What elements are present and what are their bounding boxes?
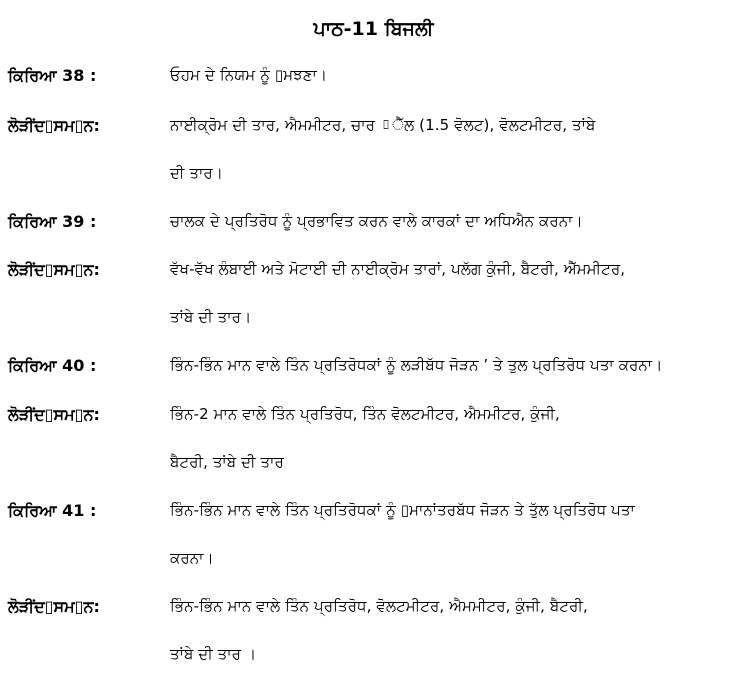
activity-description: ਓਹਮ ਦੇ ਨਿਯਮ ਨੂੰ ▯ਮਝਣਾ। bbox=[170, 66, 328, 84]
activity-label: ਕਿਰਿਆ 38 : bbox=[8, 66, 97, 85]
materials-38-row bbox=[8, 116, 743, 150]
materials-label: ਲੋੜੀਂਦ▯ਸਮ▯ਨ: bbox=[8, 405, 100, 424]
activity-40-row bbox=[8, 356, 743, 390]
materials-39-row bbox=[8, 260, 743, 294]
materials-40-row bbox=[8, 405, 743, 439]
page-title: ਪਾਠ-11 ਬਿਜਲੀ bbox=[313, 18, 434, 40]
materials-label: ਲੋੜੀਂਦ▯ਸਮ▯ਨ: bbox=[8, 260, 100, 279]
activity-description: ਭਿੰਨ-ਭਿੰਨ ਮਾਨ ਵਾਲੇ ਤਿੰਨ ਪ੍ਰਤਿਰੋਧਕਾਂ ਨੂੰ ▯ਮਾਨਾਂਤਰਬੱਧ ਜੋੜਨ ਤੇ ਤੁੱਲ ਪ੍ਰਤਿਰੋਧ ਪਤਾ bbox=[170, 501, 635, 519]
materials-description-continued: ਤਾਂਬੇ ਦੀ ਤਾਰ। bbox=[170, 308, 252, 326]
materials-39-row-continued bbox=[8, 308, 743, 342]
activity-39-row bbox=[8, 212, 743, 246]
materials-38-row-continued bbox=[8, 164, 743, 198]
activity-41-row bbox=[8, 501, 743, 535]
activity-description: ਭਿੰਨ-ਭਿੰਨ ਮਾਨ ਵਾਲੇ ਤਿੰਨ ਪ੍ਰਤਿਰੋਧਕਾਂ ਨੂੰ ਲੜੀਬੱਧ ਜੋੜਨ ’ ਤੇ ਤੁਲ ਪ੍ਰਤਿਰੋਧ ਪਤਾ ਕਰਨਾ। bbox=[170, 356, 663, 374]
materials-label: ਲੋੜੀਂਦ▯ਸਮ▯ਨ: bbox=[8, 116, 100, 135]
materials-41-row-continued bbox=[8, 645, 743, 679]
materials-description-continued: ਬੈਟਰੀ, ਤਾਂਬੇ ਦੀ ਤਾਰ bbox=[170, 453, 284, 471]
materials-label: ਲੋੜੀਂਦ▯ਸਮ▯ਨ: bbox=[8, 597, 100, 616]
activity-label: ਕਿਰਿਆ 39 : bbox=[8, 212, 97, 231]
activity-label: ਕਿਰਿਆ 41 : bbox=[8, 501, 97, 520]
activity-label: ਕਿਰਿਆ 40 : bbox=[8, 356, 97, 375]
activity-description-continued: ਕਰਨਾ। bbox=[170, 549, 214, 567]
materials-41-row bbox=[8, 597, 743, 631]
materials-40-row-continued bbox=[8, 453, 743, 487]
materials-description: ਨਾਈਕ੍ਰੋਮ ਦੀ ਤਾਰ, ਐਮਮੀਟਰ, ਚਾਰ ▯ੈੱਲ (1.5 ਵੋਲਟ), ਵੋਲਟਮੀਟਰ, ਤਾਂਬੇ bbox=[170, 116, 596, 134]
materials-description-continued: ਦੀ ਤਾਰ। bbox=[170, 164, 224, 182]
activity-description: ਚਾਲਕ ਦੇ ਪ੍ਰਤਿਰੋਧ ਨੂੰ ਪ੍ਰਭਾਵਿਤ ਕਰਨ ਵਾਲੇ ਕਾਰਕਾਂ ਦਾ ਅਧਿਐਨ ਕਰਨਾ। bbox=[170, 212, 583, 230]
activity-41-row-continued bbox=[8, 549, 743, 583]
materials-description: ਵੱਖ-ਵੱਖ ਲੰਬਾਈ ਅਤੇ ਮੋਟਾਈ ਦੀ ਨਾਈਕ੍ਰੋਮ ਤਾਰਾਂ, ਪਲੱਗ ਕੁੰਜੀ, ਬੈਟਰੀ, ਐੱਮਮੀਟਰ, bbox=[170, 260, 626, 278]
activity-38-row bbox=[8, 66, 743, 100]
materials-description: ਭਿੰਨ-ਭਿੰਨ ਮਾਨ ਵਾਲੇ ਤਿੰਨ ਪ੍ਰਤਿਰੋਧ, ਵੋਲਟਮੀਟਰ, ਐਮਮੀਟਰ, ਕੁੰਜੀ, ਬੈਟਰੀ, bbox=[170, 597, 588, 615]
materials-description-continued: ਤਾਂਬੇ ਦੀ ਤਾਰ । bbox=[170, 645, 257, 663]
materials-description: ਭਿੰਨ-2 ਮਾਨ ਵਾਲੇ ਤਿੰਨ ਪ੍ਰਤਿਰੋਧ, ਤਿੰਨ ਵੋਲਟਮੀਟਰ, ਐਮਮੀਟਰ, ਕੁੰਜੀ, bbox=[170, 405, 560, 423]
